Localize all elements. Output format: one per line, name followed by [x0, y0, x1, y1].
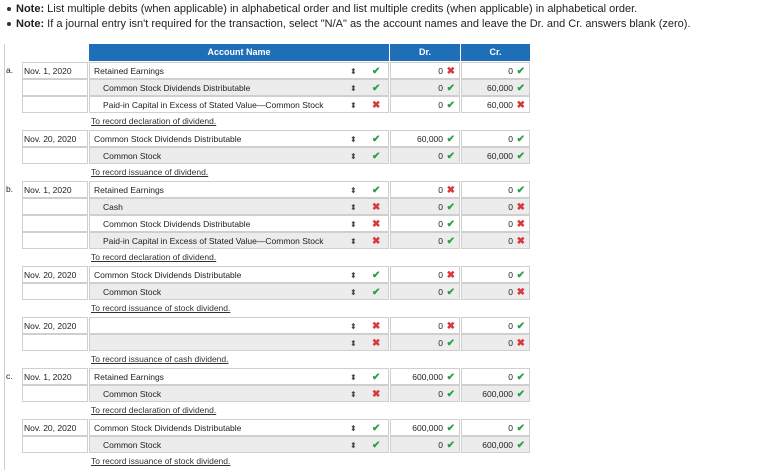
account-name: Common Stock — [103, 440, 162, 450]
debit-value: 60,000 — [417, 134, 443, 144]
x-icon: ✖ — [446, 66, 455, 77]
credit-input[interactable] — [461, 62, 530, 79]
credit-input[interactable] — [461, 215, 530, 232]
debit-value: 0 — [438, 66, 443, 76]
debit-value: 0 — [438, 185, 443, 195]
account-name: Common Stock Dividends Distributable — [94, 270, 242, 280]
memo-cell — [89, 351, 389, 368]
date-cell: Nov. 20, 2020 — [22, 419, 88, 436]
account-name: Common Stock Dividends Distributable — [103, 83, 251, 93]
account-name: Common Stock — [103, 287, 162, 297]
memo-text: To record declaration of dividend. — [91, 252, 217, 262]
debit-input[interactable] — [390, 147, 460, 164]
debit-input[interactable] — [390, 266, 460, 283]
check-icon: ✔ — [372, 134, 381, 145]
check-icon: ✔ — [516, 372, 525, 383]
debit-value: 0 — [438, 389, 443, 399]
entry-label-cell — [4, 368, 21, 385]
account-select[interactable] — [89, 96, 389, 113]
account-select[interactable] — [89, 79, 389, 96]
date-cell: Nov. 20, 2020 — [22, 266, 88, 283]
entry-label-cell — [4, 181, 21, 198]
note-1-text: List multiple debits (when applicable) in alphabetical order and list multiple credits (when applicable) in alphabetical order. — [44, 3, 638, 15]
account-name: Retained Earnings — [94, 185, 164, 195]
table-row — [4, 62, 530, 79]
sort-arrows-icon: ⬍ — [350, 424, 357, 433]
table-row — [4, 96, 530, 113]
header-account-name-label: Account Name — [207, 47, 271, 57]
note-2-bold: Note: — [16, 17, 45, 30]
account-name: Cash — [103, 202, 123, 212]
credit-input[interactable] — [461, 385, 530, 402]
credit-input[interactable] — [461, 283, 530, 300]
credit-value: 0 — [508, 321, 513, 331]
credit-input[interactable] — [461, 419, 530, 436]
entry-label-cell — [4, 130, 21, 147]
debit-value: 0 — [438, 151, 443, 161]
entry-label-cell — [4, 79, 21, 96]
table-row — [4, 181, 530, 198]
debit-input[interactable] — [390, 198, 460, 215]
account-select[interactable] — [89, 181, 389, 198]
date-cell: Nov. 20, 2020 — [22, 317, 88, 334]
date-cell: Nov. 1, 2020 — [22, 368, 88, 385]
entry-label-cell — [4, 419, 21, 436]
date-cell — [22, 436, 88, 453]
credit-input[interactable] — [461, 198, 530, 215]
header-account-name — [89, 44, 389, 61]
credit-value: 0 — [508, 338, 513, 348]
check-icon: ✔ — [446, 423, 455, 434]
check-icon: ✔ — [372, 423, 381, 434]
debit-value: 0 — [438, 236, 443, 246]
table-row — [4, 300, 530, 317]
check-icon: ✔ — [446, 134, 455, 145]
entry-label-cell — [4, 266, 21, 283]
account-name: Common Stock Dividends Distributable — [94, 134, 242, 144]
credit-value: 0 — [508, 287, 513, 297]
credit-value: 0 — [508, 185, 513, 195]
x-icon: ✖ — [516, 219, 525, 230]
sort-arrows-icon: ⬍ — [350, 84, 357, 93]
x-icon: ✖ — [516, 338, 525, 349]
date-cell: Nov. 20, 2020 — [22, 130, 88, 147]
sort-arrows-icon: ⬍ — [350, 135, 357, 144]
table-row — [4, 385, 530, 402]
account-name: Common Stock — [103, 389, 162, 399]
memo-cell — [89, 249, 389, 266]
check-icon: ✔ — [446, 372, 455, 383]
credit-input[interactable] — [461, 436, 530, 453]
account-name: Common Stock Dividends Distributable — [103, 219, 251, 229]
check-icon: ✔ — [516, 423, 525, 434]
debit-input[interactable] — [390, 79, 460, 96]
check-icon: ✔ — [446, 287, 455, 298]
debit-value: 0 — [438, 83, 443, 93]
check-icon: ✔ — [516, 66, 525, 77]
credit-input[interactable] — [461, 147, 530, 164]
header-dr-label: Dr. — [418, 47, 431, 57]
table-row — [4, 368, 530, 385]
entry-label: a. — [6, 65, 14, 75]
table-row — [4, 130, 530, 147]
debit-input[interactable] — [390, 334, 460, 351]
x-icon: ✖ — [372, 202, 381, 213]
date-cell — [22, 232, 88, 249]
credit-value: 0 — [508, 202, 513, 212]
account-select[interactable] — [89, 436, 389, 453]
account-select[interactable] — [89, 147, 389, 164]
debit-value: 0 — [438, 287, 443, 297]
check-icon: ✔ — [372, 66, 381, 77]
entry-label-cell — [4, 232, 21, 249]
check-icon: ✔ — [516, 151, 525, 162]
debit-input[interactable] — [390, 436, 460, 453]
check-icon: ✔ — [446, 236, 455, 247]
account-name: Paid-in Capital in Excess of Stated Value—Common Stock — [103, 236, 324, 246]
x-icon: ✖ — [446, 321, 455, 332]
debit-input[interactable] — [390, 368, 460, 385]
credit-value: 0 — [508, 236, 513, 246]
debit-input[interactable] — [390, 232, 460, 249]
account-select[interactable] — [89, 62, 389, 79]
table-row — [4, 147, 530, 164]
check-icon: ✔ — [446, 219, 455, 230]
memo-cell — [89, 300, 389, 317]
account-select[interactable] — [89, 317, 389, 334]
memo-text: To record issuance of cash dividend. — [91, 354, 229, 364]
entry-label-cell — [4, 198, 21, 215]
account-name: Common Stock — [103, 151, 162, 161]
header-dr — [390, 44, 460, 61]
memo-cell — [89, 453, 389, 470]
account-select[interactable] — [89, 385, 389, 402]
sort-arrows-icon: ⬍ — [350, 237, 357, 246]
table-row — [4, 453, 530, 470]
credit-input[interactable] — [461, 266, 530, 283]
table-row — [4, 402, 530, 419]
date-cell: Nov. 1, 2020 — [22, 181, 88, 198]
sort-arrows-icon: ⬍ — [350, 152, 357, 161]
table-row — [4, 317, 530, 334]
date-cell: Nov. 1, 2020 — [22, 62, 88, 79]
debit-value: 600,000 — [412, 423, 443, 433]
account-select[interactable] — [89, 419, 389, 436]
debit-value: 600,000 — [412, 372, 443, 382]
table-row — [4, 334, 530, 351]
x-icon: ✖ — [516, 287, 525, 298]
header-cr-label: Cr. — [489, 47, 502, 57]
x-icon: ✖ — [446, 270, 455, 281]
sort-arrows-icon: ⬍ — [350, 441, 357, 450]
account-name: Common Stock Dividends Distributable — [94, 423, 242, 433]
entry-label-cell — [4, 385, 21, 402]
x-icon: ✖ — [372, 389, 381, 400]
debit-value: 0 — [438, 219, 443, 229]
note-1 — [6, 2, 691, 17]
debit-input[interactable] — [390, 419, 460, 436]
account-name: Retained Earnings — [94, 66, 164, 76]
table-row — [4, 249, 530, 266]
entry-label: b. — [6, 184, 14, 194]
date-cell — [22, 215, 88, 232]
entry-label-cell — [4, 334, 21, 351]
table-left-border — [4, 44, 5, 470]
debit-input[interactable] — [390, 283, 460, 300]
x-icon: ✖ — [372, 321, 381, 332]
check-icon: ✔ — [446, 389, 455, 400]
header-cr — [461, 44, 530, 61]
check-icon: ✔ — [446, 202, 455, 213]
sort-arrows-icon: ⬍ — [350, 373, 357, 382]
debit-value: 0 — [438, 338, 443, 348]
sort-arrows-icon: ⬍ — [350, 271, 357, 280]
check-icon: ✔ — [372, 151, 381, 162]
debit-value: 0 — [438, 321, 443, 331]
table-row — [4, 113, 530, 130]
credit-value: 0 — [508, 423, 513, 433]
entry-label-cell — [4, 436, 21, 453]
debit-input[interactable] — [390, 130, 460, 147]
debit-value: 0 — [438, 440, 443, 450]
check-icon: ✔ — [516, 83, 525, 94]
memo-text: To record issuance of stock dividend. — [91, 456, 231, 466]
entry-label-cell — [4, 96, 21, 113]
table-row — [4, 266, 530, 283]
date-cell — [22, 334, 88, 351]
credit-input[interactable] — [461, 334, 530, 351]
table-row — [4, 436, 530, 453]
table-row — [4, 164, 530, 181]
date-cell — [22, 147, 88, 164]
credit-input[interactable] — [461, 130, 530, 147]
credit-input[interactable] — [461, 181, 530, 198]
date-cell — [22, 283, 88, 300]
sort-arrows-icon: ⬍ — [350, 322, 357, 331]
table-row — [4, 351, 530, 368]
sort-arrows-icon: ⬍ — [350, 67, 357, 76]
check-icon: ✔ — [446, 83, 455, 94]
account-select[interactable] — [89, 198, 389, 215]
check-icon: ✔ — [516, 440, 525, 451]
x-icon: ✖ — [372, 100, 381, 111]
check-icon: ✔ — [372, 287, 381, 298]
entry-label-cell — [4, 215, 21, 232]
entry-label-cell — [4, 147, 21, 164]
check-icon: ✔ — [516, 185, 525, 196]
credit-input[interactable] — [461, 79, 530, 96]
sort-arrows-icon: ⬍ — [350, 203, 357, 212]
credit-input[interactable] — [461, 96, 530, 113]
check-icon: ✔ — [446, 338, 455, 349]
check-icon: ✔ — [372, 270, 381, 281]
table-row — [4, 198, 530, 215]
credit-value: 60,000 — [487, 151, 513, 161]
credit-value: 0 — [508, 270, 513, 280]
x-icon: ✖ — [372, 236, 381, 247]
debit-value: 0 — [438, 100, 443, 110]
check-icon: ✔ — [516, 270, 525, 281]
date-cell — [22, 96, 88, 113]
sort-arrows-icon: ⬍ — [350, 101, 357, 110]
credit-value: 600,000 — [482, 389, 513, 399]
x-icon: ✖ — [516, 202, 525, 213]
table-row — [4, 232, 530, 249]
entry-label: c. — [6, 371, 13, 381]
table-row — [4, 79, 530, 96]
check-icon: ✔ — [516, 134, 525, 145]
check-icon: ✔ — [372, 440, 381, 451]
table-row — [4, 215, 530, 232]
account-select[interactable] — [89, 283, 389, 300]
sort-arrows-icon: ⬍ — [350, 390, 357, 399]
memo-text: To record declaration of dividend. — [91, 405, 217, 415]
memo-text: To record declaration of dividend. — [91, 116, 217, 126]
account-select[interactable] — [89, 334, 389, 351]
credit-input[interactable] — [461, 232, 530, 249]
credit-value: 60,000 — [487, 83, 513, 93]
debit-input[interactable] — [390, 62, 460, 79]
x-icon: ✖ — [516, 236, 525, 247]
memo-text: To record issuance of stock dividend. — [91, 303, 231, 313]
check-icon: ✔ — [372, 83, 381, 94]
credit-value: 600,000 — [482, 440, 513, 450]
note-1-bold: Note: — [16, 3, 45, 15]
memo-cell — [89, 164, 389, 181]
sort-arrows-icon: ⬍ — [350, 288, 357, 297]
x-icon: ✖ — [516, 100, 525, 111]
credit-value: 0 — [508, 66, 513, 76]
debit-input[interactable] — [390, 215, 460, 232]
entry-label-cell — [4, 62, 21, 79]
credit-value: 0 — [508, 219, 513, 229]
debit-value: 0 — [438, 202, 443, 212]
account-select[interactable] — [89, 130, 389, 147]
entry-label-cell — [4, 283, 21, 300]
debit-input[interactable] — [390, 385, 460, 402]
date-cell — [22, 198, 88, 215]
debit-input[interactable] — [390, 96, 460, 113]
sort-arrows-icon: ⬍ — [350, 186, 357, 195]
account-select[interactable] — [89, 232, 389, 249]
x-icon: ✖ — [372, 219, 381, 230]
notes-list — [6, 2, 691, 31]
debit-input[interactable] — [390, 181, 460, 198]
debit-value: 0 — [438, 270, 443, 280]
table-row — [4, 283, 530, 300]
check-icon: ✔ — [446, 440, 455, 451]
sort-arrows-icon: ⬍ — [350, 220, 357, 229]
table-row — [4, 419, 530, 436]
check-icon: ✔ — [516, 389, 525, 400]
account-select[interactable] — [89, 266, 389, 283]
memo-text: To record issuance of dividend. — [91, 167, 209, 177]
x-icon: ✖ — [372, 338, 381, 349]
check-icon: ✔ — [446, 100, 455, 111]
credit-value: 0 — [508, 134, 513, 144]
debit-input[interactable] — [390, 317, 460, 334]
memo-cell — [89, 402, 389, 419]
credit-value: 60,000 — [487, 100, 513, 110]
date-cell — [22, 79, 88, 96]
check-icon: ✔ — [372, 372, 381, 383]
account-name: Paid-in Capital in Excess of Stated Value—Common Stock — [103, 100, 324, 110]
check-icon: ✔ — [446, 151, 455, 162]
memo-cell — [89, 113, 389, 130]
entry-label-cell — [4, 317, 21, 334]
credit-value: 0 — [508, 372, 513, 382]
note-2-text: If a journal entry isn't required for the transaction, select "N/A" as the account names and leave the Dr. and Cr. answers blank (zero). — [44, 17, 691, 30]
account-select[interactable] — [89, 215, 389, 232]
account-name: Retained Earnings — [94, 372, 164, 382]
credit-input[interactable] — [461, 368, 530, 385]
check-icon: ✔ — [372, 185, 381, 196]
x-icon: ✖ — [446, 185, 455, 196]
date-cell — [22, 385, 88, 402]
check-icon: ✔ — [516, 321, 525, 332]
sort-arrows-icon: ⬍ — [350, 339, 357, 348]
credit-input[interactable] — [461, 317, 530, 334]
note-2 — [6, 17, 691, 32]
account-select[interactable] — [89, 368, 389, 385]
